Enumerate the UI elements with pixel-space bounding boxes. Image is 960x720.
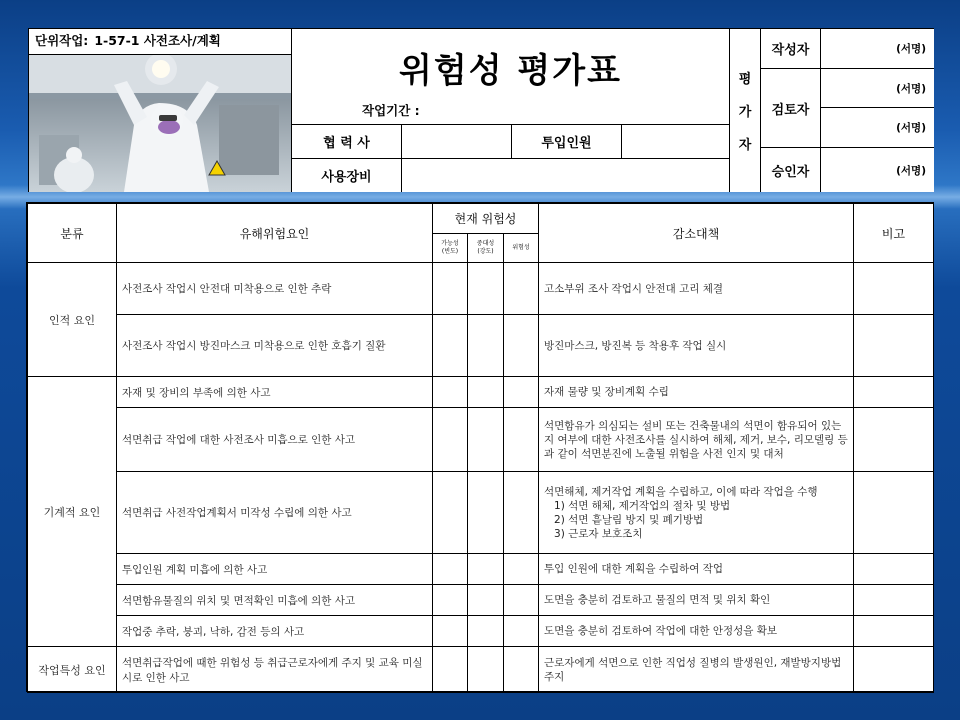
- risk-cell[interactable]: [504, 263, 539, 315]
- evaluator-char-1: 평: [738, 72, 752, 87]
- risk-cell[interactable]: [504, 408, 539, 472]
- approver-signature[interactable]: (서명): [821, 148, 934, 192]
- header-measures: 감소대책: [539, 204, 854, 263]
- hazard-cell: 자재 및 장비의 부족에 의한 사고: [117, 377, 433, 408]
- likelihood-cell[interactable]: [433, 554, 468, 585]
- remarks-cell[interactable]: [854, 315, 934, 377]
- form-header: [28, 28, 934, 192]
- table-header-row: [28, 204, 934, 234]
- partner-field[interactable]: [402, 125, 512, 159]
- header-category: 분류: [28, 204, 117, 263]
- header-remarks: 비고: [854, 204, 934, 263]
- measure-cell: 고소부위 조사 작업시 안전대 고리 체결: [539, 263, 854, 315]
- category-human: 인적 요인: [28, 263, 117, 377]
- category-work-characteristics: 작업특성 요인: [28, 647, 117, 693]
- hazard-cell: 작업중 추락, 붕괴, 낙하, 감전 등의 사고: [117, 616, 433, 647]
- risk-cell[interactable]: [504, 585, 539, 616]
- remarks-cell[interactable]: [854, 263, 934, 315]
- measure-cell: 도면을 충분히 검토하여 작업에 대한 안정성을 확보: [539, 616, 854, 647]
- risk-cell[interactable]: [504, 554, 539, 585]
- measure-cell: 근로자에게 석면으로 인한 직업성 질병의 발생원인, 재발방지방법 주지: [539, 647, 854, 693]
- unit-work-value: 1-57-1 사전조사/계획: [94, 33, 221, 48]
- table-row: [28, 647, 934, 693]
- header-severity: [468, 234, 504, 263]
- hazard-cell: 사전조사 작업시 안전대 미착용으로 인한 추락: [117, 263, 433, 315]
- likelihood-cell[interactable]: [433, 408, 468, 472]
- measure-cell: 석면함유가 의심되는 설비 또는 건축물내의 석면이 함유되어 있는지 여부에 대한 사전조사를 실시하여 해체, 제거, 보수, 리모델링 등과 같이 석면분진에 노출될 위험을 사전 인지 및 대처: [539, 408, 854, 472]
- table-row: [28, 472, 934, 554]
- header-hazard: 유해위험요인: [117, 204, 433, 263]
- workers-field[interactable]: [622, 125, 730, 159]
- severity-cell[interactable]: [468, 315, 504, 377]
- risk-cell[interactable]: [504, 647, 539, 693]
- writer-signature[interactable]: (서명): [821, 29, 934, 69]
- table-row: [28, 554, 934, 585]
- approver-label: 승인자: [761, 148, 821, 192]
- likelihood-cell[interactable]: [433, 616, 468, 647]
- remarks-cell[interactable]: [854, 408, 934, 472]
- reviewer-label: 검토자: [761, 69, 821, 148]
- evaluator-char-3: 자: [738, 138, 752, 153]
- measure-cell: 투입 인원에 대한 계획을 수립하여 작업: [539, 554, 854, 585]
- table-row: [28, 377, 934, 408]
- equipment-field[interactable]: [402, 159, 730, 192]
- risk-cell[interactable]: [504, 315, 539, 377]
- equipment-label: 사용장비: [292, 159, 402, 192]
- likelihood-text: 가능성: [441, 240, 459, 247]
- severity-cell[interactable]: [468, 263, 504, 315]
- likelihood-sub: (빈도): [441, 248, 459, 255]
- partner-label: 협 력 사: [292, 125, 402, 159]
- header-current-risk: 현재 위험성: [433, 204, 539, 234]
- severity-cell[interactable]: [468, 408, 504, 472]
- measure-text: 석면해체, 제거작업 계획을 수립하고, 이에 따라 작업을 수행: [544, 485, 818, 498]
- hazard-cell: 사전조사 작업시 방진마스크 미착용으로 인한 호흡기 질환: [117, 315, 433, 377]
- severity-cell[interactable]: [468, 585, 504, 616]
- work-period-label: 작업기간 :: [362, 103, 420, 118]
- measure-cell: 자재 물량 및 장비계획 수립: [539, 377, 854, 408]
- title-area: [292, 29, 730, 125]
- evaluator-char-2: 가: [738, 105, 752, 120]
- likelihood-cell[interactable]: [433, 647, 468, 693]
- writer-label: 작성자: [761, 29, 821, 69]
- category-mechanical: 기계적 요인: [28, 377, 117, 647]
- remarks-cell[interactable]: [854, 472, 934, 554]
- risk-cell[interactable]: [504, 377, 539, 408]
- severity-cell[interactable]: [468, 616, 504, 647]
- table-row: [28, 315, 934, 377]
- unit-work: [29, 29, 292, 55]
- hazard-cell: 투입인원 계획 미흡에 의한 사고: [117, 554, 433, 585]
- workers-label: 투입인원: [512, 125, 622, 159]
- evaluator-label: [730, 29, 761, 192]
- measure-list-item: 2) 석면 흩날림 방지 및 폐기방법: [554, 513, 704, 526]
- measure-cell: 방진마스크, 방진복 등 착용후 작업 실시: [539, 315, 854, 377]
- remarks-cell[interactable]: [854, 616, 934, 647]
- remarks-cell[interactable]: [854, 554, 934, 585]
- hazard-cell: 석면취급 사전작업계획서 미작성 수립에 의한 사고: [117, 472, 433, 554]
- measure-list-item: 3) 근로자 보호조치: [554, 527, 643, 540]
- table-row: [28, 263, 934, 315]
- remarks-cell[interactable]: [854, 647, 934, 693]
- risk-assessment-table: [26, 202, 934, 692]
- likelihood-cell[interactable]: [433, 377, 468, 408]
- worker-photo-image: [29, 55, 292, 192]
- header-likelihood: [433, 234, 468, 263]
- severity-cell[interactable]: [468, 554, 504, 585]
- header-risk: 위험성: [504, 234, 539, 263]
- table-row: [28, 408, 934, 472]
- unit-work-label: 단위작업:: [35, 33, 89, 48]
- severity-sub: (강도): [477, 248, 494, 255]
- measure-cell: [539, 472, 854, 554]
- severity-cell[interactable]: [468, 647, 504, 693]
- reviewer-signature-2[interactable]: (서명): [821, 108, 934, 148]
- table-row: [28, 616, 934, 647]
- likelihood-cell[interactable]: [433, 315, 468, 377]
- hazard-cell: 석면취급작업에 때한 위험성 등 취급근로자에게 주지 및 교육 미실시로 인한 사고: [117, 647, 433, 693]
- remarks-cell[interactable]: [854, 377, 934, 408]
- document-title: 위험성 평가표: [399, 51, 622, 91]
- likelihood-cell[interactable]: [433, 263, 468, 315]
- likelihood-cell[interactable]: [433, 472, 468, 554]
- severity-cell[interactable]: [468, 472, 504, 554]
- likelihood-cell[interactable]: [433, 585, 468, 616]
- hazard-cell: 석면취급 작업에 대한 사전조사 미흡으로 인한 사고: [117, 408, 433, 472]
- worker-photo: [29, 55, 292, 192]
- risk-cell[interactable]: [504, 616, 539, 647]
- severity-text: 중대성: [476, 240, 495, 247]
- reviewer-signature-1[interactable]: (서명): [821, 69, 934, 108]
- table-row: [28, 585, 934, 616]
- remarks-cell[interactable]: [854, 585, 934, 616]
- measure-list-item: 1) 석면 해체, 제거작업의 절차 및 방법: [554, 499, 731, 512]
- measure-cell: 도면을 충분히 검토하고 물질의 면적 및 위치 확인: [539, 585, 854, 616]
- severity-cell[interactable]: [468, 377, 504, 408]
- risk-cell[interactable]: [504, 472, 539, 554]
- hazard-cell: 석면함유물질의 위치 및 면적확인 미흡에 의한 사고: [117, 585, 433, 616]
- measure-list: [544, 499, 848, 541]
